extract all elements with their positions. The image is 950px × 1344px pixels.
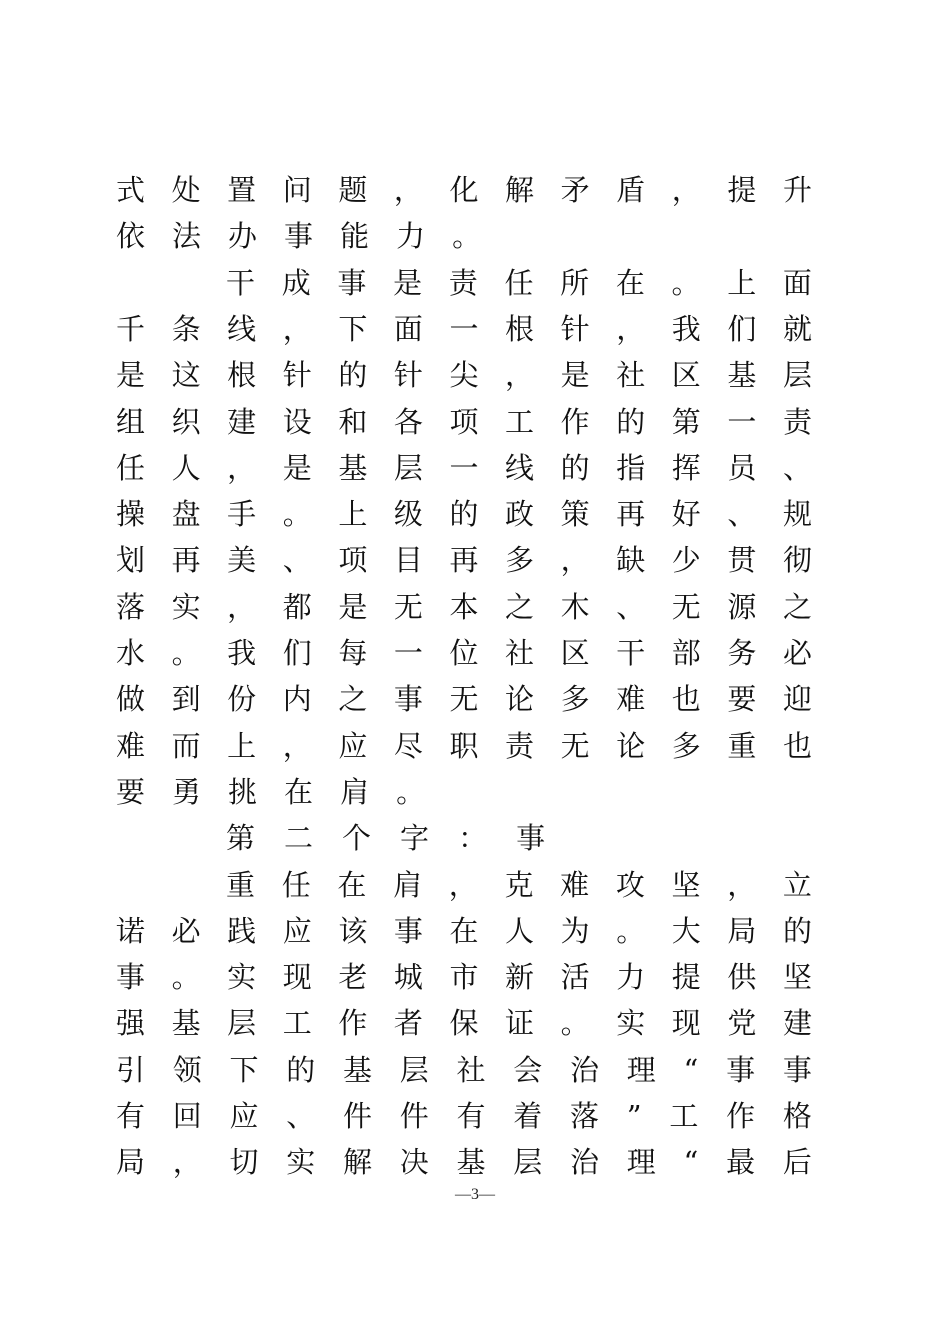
text-line: 操 盘 手 。 上 级 的 政 策 再 好 、 规 [116, 497, 812, 532]
text-line: 落 实 ， 都 是 无 本 之 木 、 无 源 之 [116, 589, 812, 624]
text-line: 任 人 ， 是 基 层 一 线 的 指 挥 员 、 [116, 450, 812, 485]
text-line: 诺 必 践 应 该 事 在 人 为 。 大 局 的 [116, 913, 812, 948]
text-line: 式 处 置 问 题 ， 化 解 矛 盾 ， 提 升 [116, 173, 812, 207]
text-line: 有 回 应 、 件 件 有 着 落 ” 工 作 格 [116, 1099, 812, 1133]
text-line: 要 勇 挑 在 肩 。 [116, 774, 426, 809]
text-line: 依 法 办 事 能 力 。 [116, 219, 482, 254]
text-line: 水 。 我 们 每 一 位 社 区 干 部 务 必 [116, 636, 812, 670]
text-line: 是 这 根 针 的 针 尖 ， 是 社 区 基 层 [116, 358, 812, 393]
text-line: 划 再 美 、 项 目 再 多 ， 缺 少 贯 彻 [116, 543, 812, 578]
text-line: 组 织 建 设 和 各 项 工 作 的 第 一 责 [116, 404, 812, 439]
page-number: —3— [455, 1186, 495, 1203]
text-line: 局 ， 切 实 解 决 基 层 治 理 “ 最 后 [116, 1145, 812, 1180]
text-line: 强 基 层 工 作 者 保 证 。 实 现 党 建 [116, 1006, 812, 1041]
text-line: 事 。 实 现 老 城 市 新 活 力 提 供 坚 [116, 960, 812, 995]
text-line: 难 而 上 ， 应 尽 职 责 无 论 多 重 也 [116, 728, 812, 763]
text-line: 千 条 线 ， 下 面 一 根 针 ， 我 们 就 [116, 311, 812, 346]
text-line: 引 领 下 的 基 层 社 会 治 理 “ 事 事 [116, 1052, 812, 1087]
text-line: 做 到 份 内 之 事 无 论 多 难 也 要 迎 [116, 682, 812, 717]
text-line: 重 任 在 肩 ， 克 难 攻 坚 ， 立 [226, 867, 812, 902]
text-line: 第 二 个 字 ： 事 [226, 821, 546, 856]
text-line: 干 成 事 是 责 任 所 在 。 上 面 [226, 265, 812, 300]
